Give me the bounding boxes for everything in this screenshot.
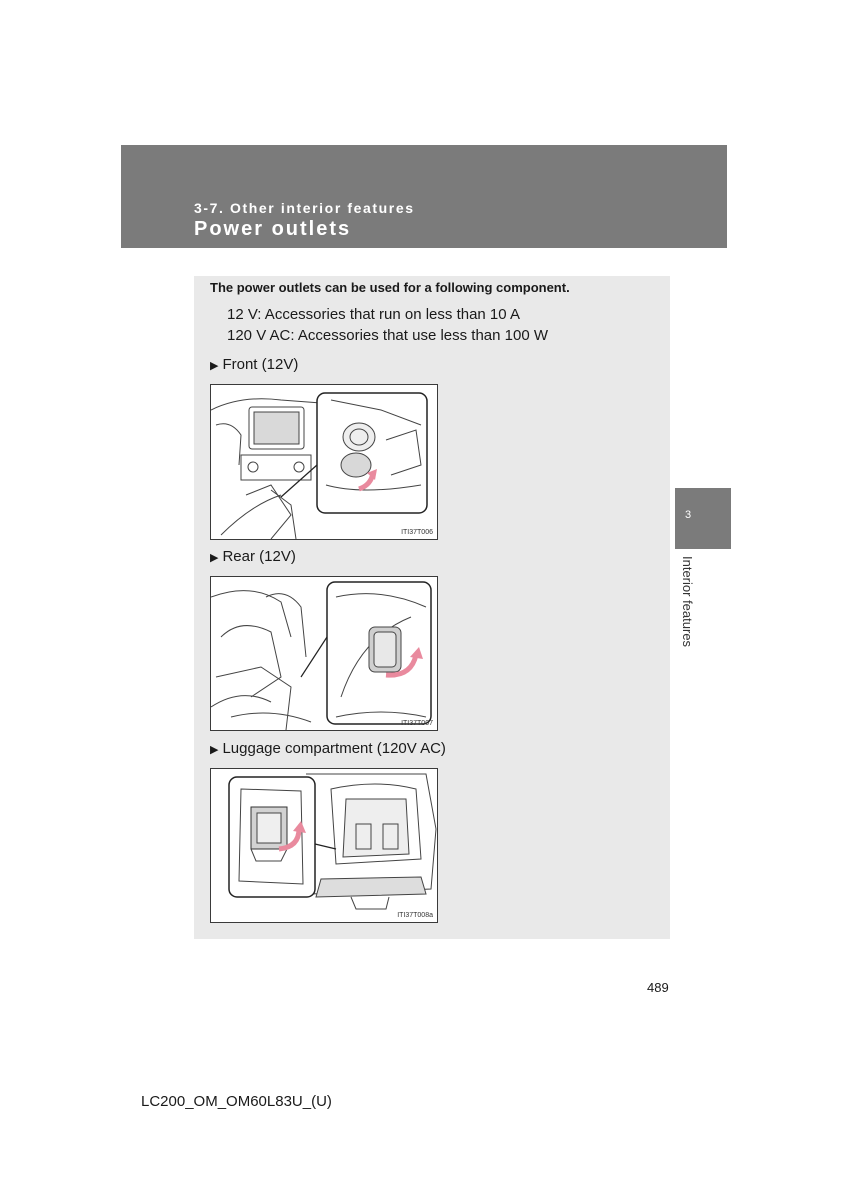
front-console-illustration (211, 385, 437, 539)
outlet-label-luggage: ▶ Luggage compartment (120V AC) (210, 740, 446, 757)
outlet-label-front: ▶ Front (12V) (210, 356, 299, 373)
arrow-right-icon: ▶ (210, 744, 219, 756)
spec-120v: 120 V AC: Accessories that use less than 100 W (227, 327, 549, 344)
rear-seat-illustration (211, 577, 437, 730)
intro-text: The power outlets can be used for a following component. (210, 280, 570, 295)
figure-rear-outlet (210, 576, 438, 731)
section-header (121, 145, 727, 248)
figure-front-outlet (210, 384, 438, 540)
figure-code: ITI37T007 (401, 720, 433, 727)
figure-luggage-outlet (210, 768, 438, 923)
arrow-right-icon: ▶ (210, 360, 219, 372)
chapter-tab (675, 488, 731, 549)
figure-code: ITI37T008a (397, 912, 433, 919)
section-label: 3-7. Other interior features (194, 200, 415, 216)
arrow-right-icon: ▶ (210, 552, 219, 564)
spec-12v: 12 V: Accessories that run on less than 10 A (227, 306, 520, 323)
figure-code: ITI37T006 (401, 529, 433, 536)
chapter-label: Interior features (680, 556, 695, 648)
chapter-number: 3 (685, 509, 692, 521)
outlet-label-rear: ▶ Rear (12V) (210, 548, 296, 565)
luggage-compartment-illustration (211, 769, 437, 922)
page-number: 489 (647, 980, 669, 995)
page-title: Power outlets (194, 218, 352, 240)
document-code: LC200_OM_OM60L83U_(U) (141, 1093, 332, 1110)
